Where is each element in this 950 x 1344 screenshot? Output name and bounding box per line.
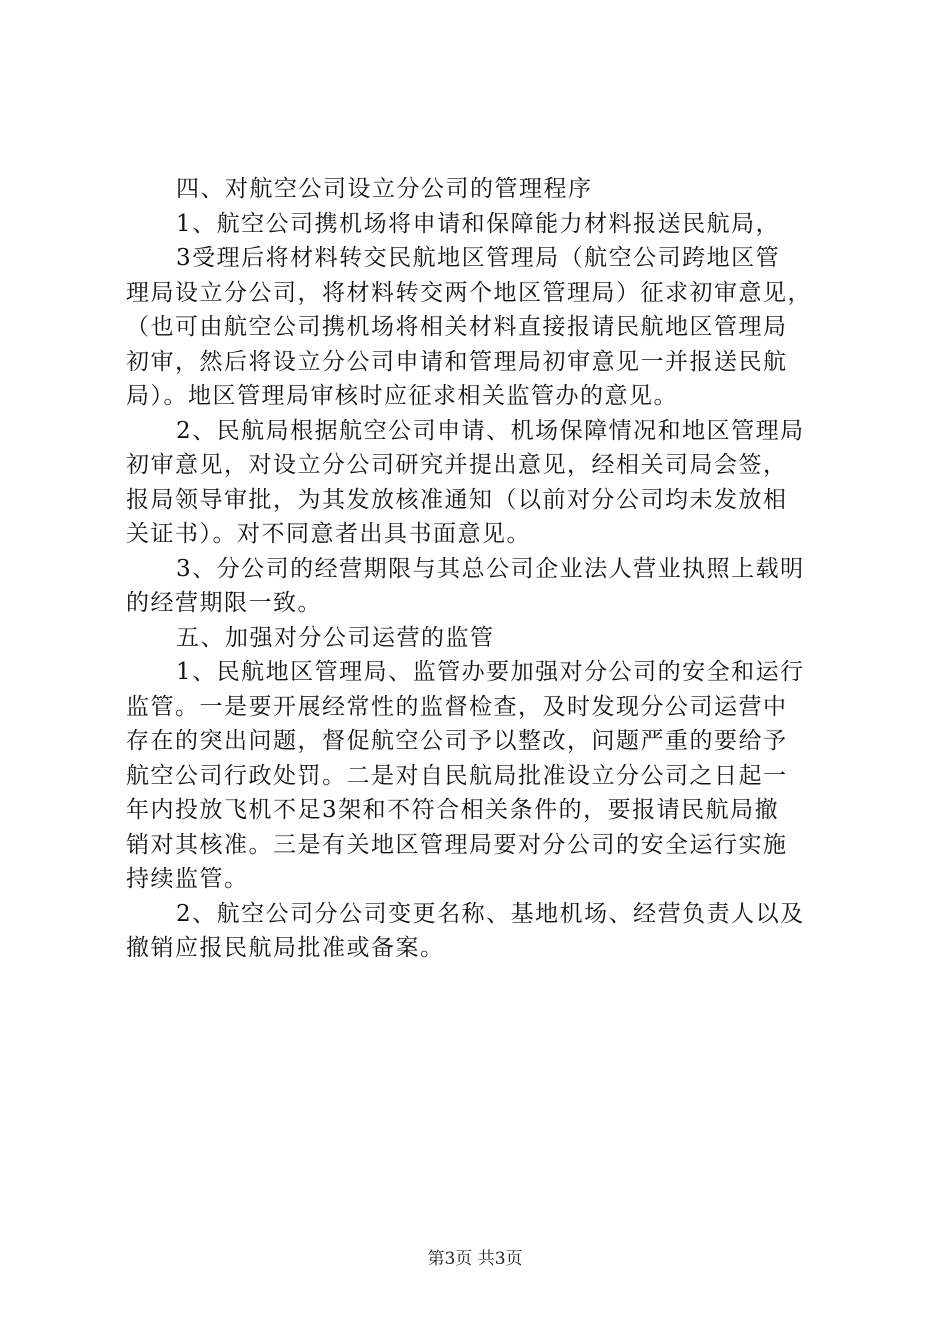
paragraph-line: 初审意见，对设立分公司研究并提出意见，经相关司局会签， xyxy=(126,452,788,478)
paragraph-line: 年内投放飞机不足3架和不符合相关条件的，要报请民航局撤 xyxy=(126,797,780,823)
paragraph-line: 2、航空公司分公司变更名称、基地机场、经营负责人以及 xyxy=(176,900,805,927)
page-number-footer: 第3页 共3页 xyxy=(427,1249,523,1269)
paragraph-line: 销对其核准。三是有关地区管理局要对分公司的安全运行实施 xyxy=(126,831,788,858)
paragraph-line: 1、航空公司携机场将申请和保障能力材料报送民航局， xyxy=(176,210,781,237)
paragraph-line: 初审，然后将设立分公司申请和管理局初审意见一并报送民航 xyxy=(126,348,788,375)
paragraph-line: 2、民航局根据航空公司申请、机场保障情况和地区管理局 xyxy=(176,417,805,444)
paragraph-line: 3、分公司的经营期限与其总公司企业法人营业执照上载明 xyxy=(176,555,805,582)
section-heading-5: 五、加强对分公司运营的监管 xyxy=(176,624,495,651)
document-body xyxy=(126,172,832,966)
paragraph-line: 监管。一是要开展经常性的监督检查，及时发现分公司运营中 xyxy=(126,693,788,720)
paragraph-line: 航空公司行政处罚。二是对自民航局批准设立分公司之日起一 xyxy=(126,762,788,789)
paragraph-line: 1、民航地区管理局、监管办要加强对分公司的安全和运行 xyxy=(176,659,805,685)
paragraph-line: 关证书）。对不同意者出具书面意见。 xyxy=(126,521,531,547)
paragraph-line: 报局领导审批，为其发放核准通知（以前对分公司均未发放相 xyxy=(126,486,788,513)
paragraph-line: 撤销应报民航局批准或备案。 xyxy=(126,935,445,961)
paragraph-line: 的经营期限一致。 xyxy=(126,590,322,616)
paragraph-line: 3受理后将材料转交民航地区管理局（航空公司跨地区管 xyxy=(176,245,781,271)
paragraph-line: 理局设立分公司，将材料转交两个地区管理局）征求初审意见， xyxy=(126,279,812,306)
paragraph-line: 存在的突出问题，督促航空公司予以整改，问题严重的要给予 xyxy=(126,728,788,754)
paragraph-line: （也可由航空公司携机场将相关材料直接报请民航地区管理局 xyxy=(126,314,788,340)
paragraph-line: 局）。地区管理局审核时应征求相关监管办的意见。 xyxy=(126,383,678,409)
paragraph-line: 持续监管。 xyxy=(126,866,249,892)
section-heading-4: 四、对航空公司设立分公司的管理程序 xyxy=(176,176,593,202)
